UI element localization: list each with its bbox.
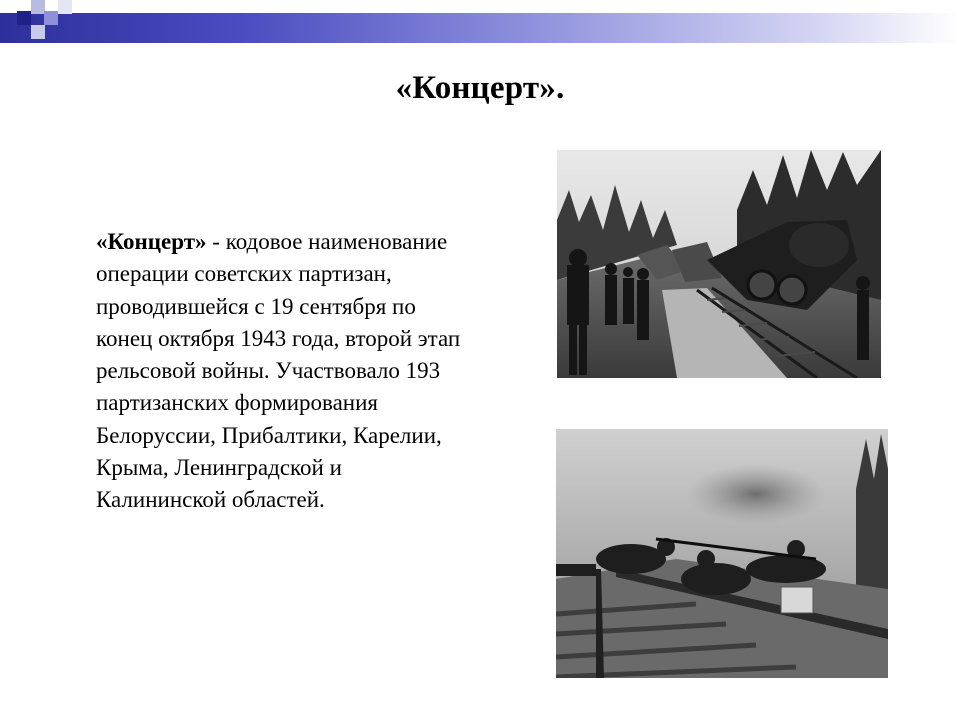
lead-term: «Концерт» bbox=[96, 229, 207, 254]
slide-title: «Концерт». bbox=[395, 70, 565, 106]
header-square-dark bbox=[17, 11, 31, 25]
body-text: - кодовое наименование операции советских партизан, проводившейся с 19 сентября по конец октября 1943 года, второй этап рельсовой войны. Участвовало 193 партизанских формирования Белоруссии, Прибалтики, Карелии, Крыма, Ленинградской и Калининской областей. bbox=[96, 229, 461, 513]
header-gradient-bar bbox=[0, 13, 960, 43]
header-square-light-2 bbox=[31, 25, 45, 39]
derailed-train-photo bbox=[557, 150, 881, 378]
body-paragraph bbox=[96, 226, 468, 517]
header-square-light bbox=[31, 0, 45, 14]
header-square-white bbox=[58, 0, 72, 14]
partisans-on-rails-photo bbox=[556, 429, 888, 678]
header-square-mid bbox=[44, 11, 58, 25]
